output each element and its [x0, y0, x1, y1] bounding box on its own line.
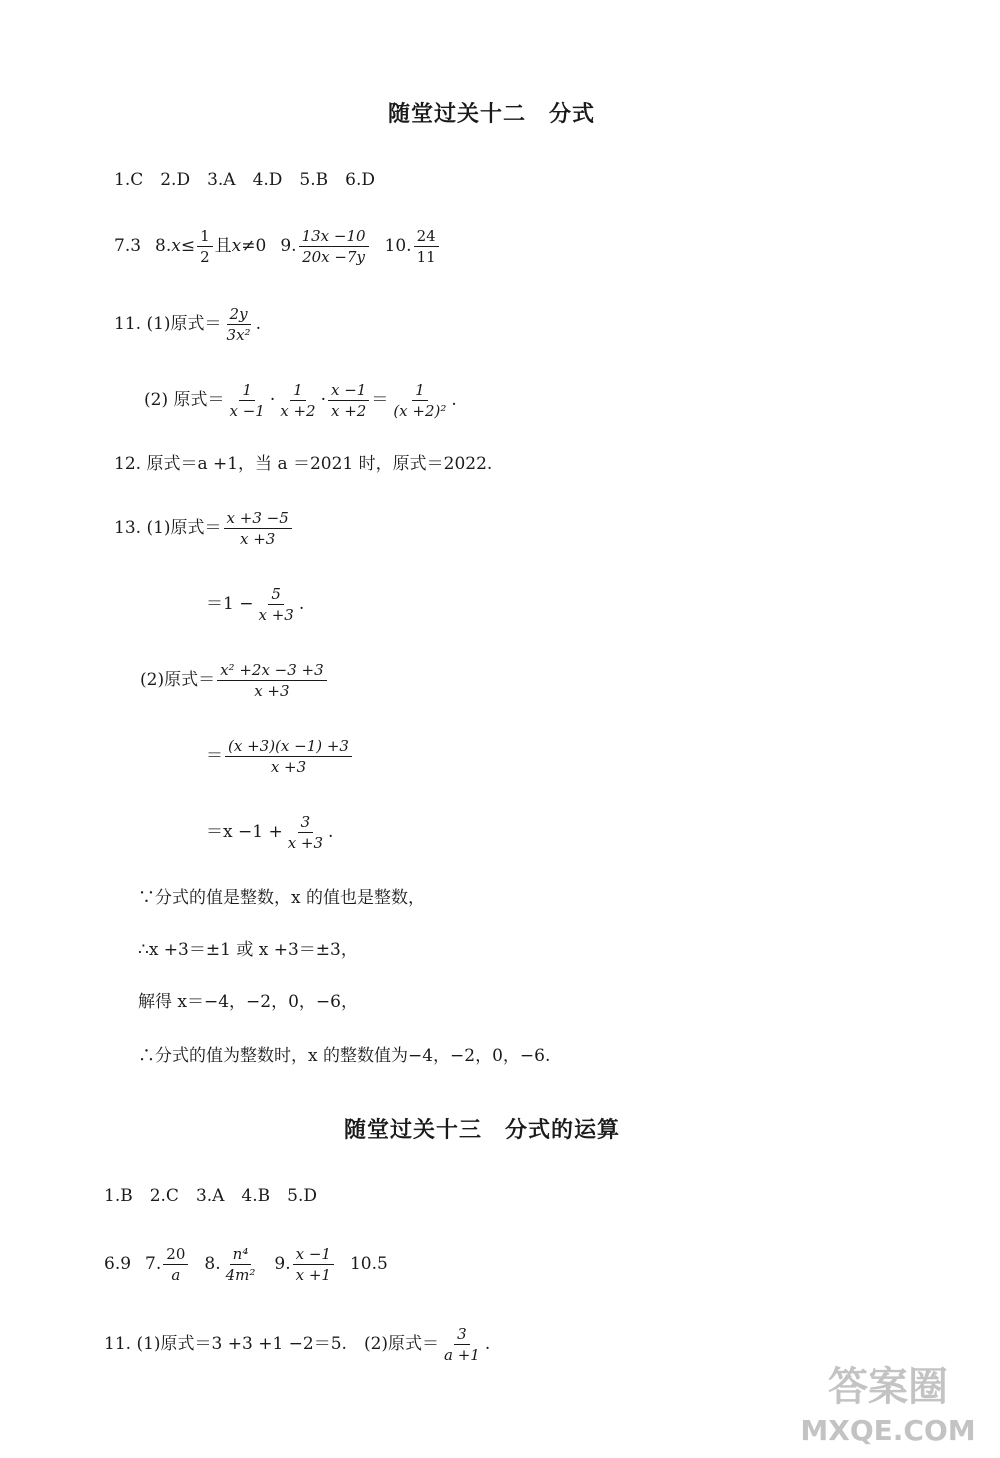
q13-1-num: x +3 −5 — [224, 510, 292, 529]
q10-den: 11 — [416, 248, 436, 266]
q13-1b-den: x +3 — [258, 606, 294, 624]
q11-2-f1-num: 1 — [239, 382, 255, 401]
q10-fraction — [414, 228, 439, 265]
s13-q11-num: 3 — [454, 1326, 470, 1345]
q11-2-f1 — [226, 382, 267, 419]
q13-2c-num: 3 — [298, 814, 314, 833]
answers-1-6: 1.C 2.D 3.A 4.D 5.B 6.D — [114, 170, 375, 190]
s13-q8-den: 4m² — [225, 1266, 256, 1284]
q8-den: 2 — [200, 248, 210, 266]
q11-2-label: (2) 原式＝ — [144, 390, 225, 410]
q11-2-f4 — [390, 382, 449, 419]
q13-2c-fraction — [285, 814, 326, 851]
q9-label: 9. — [280, 236, 297, 256]
s13-q9-num: x −1 — [293, 1246, 334, 1265]
s13-q7-label: 7. — [145, 1254, 162, 1274]
q11-2-f3-num: x −1 — [328, 382, 369, 401]
q10-label: 10. — [384, 236, 412, 256]
q13-2b-fraction — [225, 738, 352, 775]
q13-1b-num: 5 — [268, 586, 284, 605]
q8-fraction — [197, 228, 213, 265]
s13-q10: 10.5 — [349, 1254, 388, 1274]
q13-2-fraction — [217, 662, 327, 699]
q13-2-num: x² +2x −3 +3 — [217, 662, 327, 681]
q13-part2-step3: ＝x −1 + $\frac{3}{x +3}$ . — [206, 813, 334, 852]
q13-part1-step2: ＝1 − $\frac{5}{x +3}$ . — [206, 585, 305, 624]
q11-2-f3 — [328, 382, 369, 419]
s13-q8-fraction — [223, 1246, 259, 1283]
line-conclusion: ∴分式的值为整数时，x 的整数值为−4，−2，0，−6. — [138, 1046, 551, 1066]
q11-part1: 11. (1)原式＝ $\frac{2y}{\text{3x²}}$ . — [114, 305, 261, 344]
q13-part2-step2 — [206, 738, 354, 775]
q11-2-f2-den: x +2 — [280, 402, 316, 420]
s13-q8-num: n⁴ — [230, 1246, 252, 1265]
s13-q9-label: 9. — [274, 1254, 291, 1274]
q8-var2: x — [231, 236, 242, 256]
q8-num: 1 — [197, 228, 213, 247]
q13-2b-den: x +3 — [270, 758, 307, 776]
q8-label: 8. — [155, 236, 172, 256]
answers-s13-1-5: 1.B 2.C 3.A 4.B 5.D — [104, 1186, 317, 1206]
s13-q7-den: a — [171, 1266, 181, 1284]
q8-post: 且 — [214, 236, 232, 256]
q7: 7.3 — [114, 236, 142, 256]
q13-1-label: 13. (1)原式＝ — [114, 518, 222, 538]
q11-2-eq: ＝ — [371, 390, 389, 410]
s13-q11-den: a +1 — [444, 1346, 480, 1364]
watermark-logo — [798, 1348, 978, 1448]
q11-part2: (2) 原式＝ $\frac{1}{x -1}$ · $\frac{1}{x +2}$ · $\frac{x -1}{x +2}$ ＝ $\frac{1}{\text{(x +2)²}}$ . — [144, 381, 457, 420]
q13-2c-pre: ＝x −1 + — [206, 822, 283, 842]
q9-fraction — [299, 228, 369, 265]
q9-den: 20x −7y — [302, 248, 365, 266]
q11-1-fraction — [224, 306, 254, 343]
section-13-title: 随堂过关十三 分式的运算 — [344, 1118, 621, 1143]
line-solve: 解得 x＝−4，−2，0，−6， — [138, 992, 358, 1012]
q11-2-f3-den: x +2 — [330, 402, 367, 420]
s13-q7-num: 20 — [163, 1246, 188, 1265]
q13-1-den: x +3 — [239, 530, 276, 548]
q10-num: 24 — [414, 228, 439, 247]
q8-le: ≤ — [180, 236, 196, 256]
s13-q11-label: 11. (1)原式＝3 +3 +1 −2＝5. (2)原式＝ — [104, 1334, 440, 1354]
q11-1-num: 2y — [227, 306, 251, 325]
s13-q11-fraction — [441, 1326, 483, 1363]
answers-7-10 — [114, 228, 441, 265]
watermark-line1: 答案圈 — [828, 1364, 948, 1410]
section-12-title: 随堂过关十二 分式 — [388, 102, 596, 127]
q12: 12. 原式＝a +1，当 a ＝2021 时，原式＝2022. — [114, 454, 493, 474]
q13-2-den: x +3 — [254, 682, 290, 700]
q13-2c-den: x +3 — [287, 834, 324, 852]
q13-2-label: (2)原式＝ — [140, 670, 216, 690]
q11-1-den: 3x² — [226, 326, 251, 344]
q11-2-f1-den: x −1 — [229, 402, 265, 420]
q11-2-f4-num: 1 — [412, 382, 428, 401]
answers-s13-6-10 — [104, 1246, 388, 1283]
q13-part2 — [140, 662, 329, 699]
q13-1b-pre: ＝1 − — [206, 594, 254, 614]
watermark-line2: MXQE.COM — [800, 1414, 976, 1447]
q8-var: x — [171, 236, 181, 256]
q13-2b-num: (x +3)(x −1) +3 — [225, 738, 352, 757]
q11-2-f4-den: (x +2)² — [393, 402, 447, 420]
q8-ne: ≠0 — [241, 236, 267, 256]
line-because: ∵分式的值是整数，x 的值也是整数， — [138, 888, 425, 908]
s13-q8-label: 8. — [204, 1254, 221, 1274]
s13-q9-fraction — [293, 1246, 334, 1283]
line-therefore: ∴x +3＝±1 或 x +3＝±3， — [138, 940, 358, 960]
s13-q7-fraction — [163, 1246, 188, 1283]
s13-q11: 11. (1)原式＝3 +3 +1 −2＝5. (2)原式＝ $\frac{3}{a +1}$ . — [104, 1325, 491, 1364]
q11-1-label: 11. (1)原式＝ — [114, 314, 222, 334]
q11-2-dot2: · — [320, 390, 326, 410]
q9-num: 13x −10 — [299, 228, 369, 247]
q13-2b-pre: ＝ — [206, 746, 223, 766]
s13-q6: 6.9 — [104, 1254, 132, 1274]
q13-part1 — [114, 510, 294, 547]
q11-2-f2 — [277, 382, 318, 419]
q11-2-dot1: · — [269, 390, 276, 410]
q13-1-fraction — [224, 510, 292, 547]
q13-1b-fraction — [255, 586, 296, 623]
s13-q9-den: x +1 — [295, 1266, 331, 1284]
q11-2-f2-num: 1 — [290, 382, 306, 401]
